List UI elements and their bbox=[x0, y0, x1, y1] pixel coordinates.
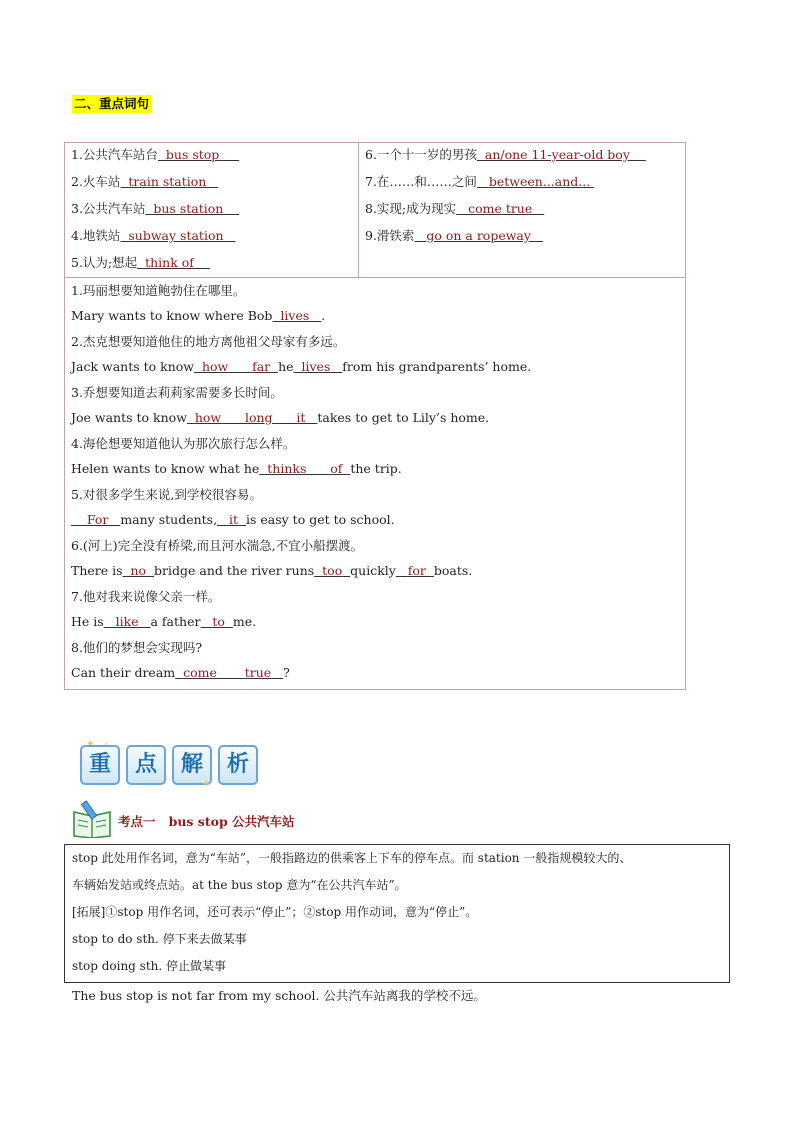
explanation-line: [拓展]①stop 用作名词，还可表示“停止”；②stop 用作动词，意为“停止”。 bbox=[72, 905, 478, 919]
vocab-column-left bbox=[65, 143, 359, 277]
sentence-cn: 1.玛丽想要知道鲍勃住在哪里。 bbox=[71, 283, 246, 298]
vocab-item: 5.认为;想起 think of bbox=[71, 255, 194, 270]
vocab-item: 7.在……和……之间 between...and... bbox=[365, 174, 591, 189]
banner-tile: 重 bbox=[80, 745, 120, 785]
sentence-cn: 7.他对我来说像父亲一样。 bbox=[71, 589, 221, 604]
banner-tile: 析 bbox=[218, 745, 258, 785]
vocab-item: 4.地铁站 subway station bbox=[71, 228, 224, 243]
vocab-table bbox=[64, 142, 686, 278]
vocab-item: 3.公共汽车站 bus station bbox=[71, 201, 224, 216]
vocab-item: 9.滑铁索 go on a ropeway bbox=[365, 228, 531, 243]
sentence-en: For many students, it is easy to get to school. bbox=[86, 512, 395, 527]
explanation-line: stop to do sth. 停下来去做某事 bbox=[72, 932, 247, 946]
explanation-line: stop 此处用作名词，意为“车站”，一般指路边的供乘客上下车的停车点。而 station 一般指规模较大的、 bbox=[72, 851, 632, 865]
sentence-cn: 3.乔想要知道去莉莉家需要多长时间。 bbox=[71, 385, 283, 400]
section-title: 二、重点词句 bbox=[74, 96, 150, 111]
sentence-cn: 8.他们的梦想会实现吗? bbox=[71, 640, 203, 655]
banner-tile: 解 bbox=[172, 745, 212, 785]
sentence-cn: 6.(河上)完全没有桥梁,而且河水湍急,不宜小船摆渡。 bbox=[71, 538, 364, 553]
key-point-title: 考点一 bus stop 公共汽车站 bbox=[118, 814, 295, 829]
banner-tile: 点 bbox=[126, 745, 166, 785]
book-pencil-icon bbox=[72, 800, 112, 838]
sentence-cn: 4.海伦想要知道他认为那次旅行怎么样。 bbox=[71, 436, 296, 451]
sentence-en: Mary wants to know where Bob lives . bbox=[71, 308, 326, 323]
sentence-cn: 5.对很多学生来说,到学校很容易。 bbox=[71, 487, 262, 502]
sentence-en: Joe wants to know how long it takes to get to Lily’s home. bbox=[71, 410, 490, 425]
explanation-line: 车辆始发站或终点站。at the bus stop 意为“在公共汽车站”。 bbox=[72, 878, 407, 892]
explanation-box bbox=[64, 844, 730, 983]
sentence-table bbox=[64, 278, 686, 690]
sparkle-icon: ✦ bbox=[202, 779, 211, 790]
sentence-cn: 2.杰克想要知道他住的地方离他祖父母家有多远。 bbox=[71, 334, 346, 349]
vocab-column-right bbox=[359, 143, 685, 277]
explanation-line: stop doing sth. 停止做某事 bbox=[72, 959, 227, 973]
example-sentence: The bus stop is not far from my school. 公共汽车站离我的学校不远。 bbox=[72, 988, 486, 1003]
sentence-en: Jack wants to know how far he lives from his grandparents’ home. bbox=[71, 359, 532, 374]
vocab-item: 8.实现;成为现实 come true bbox=[365, 201, 533, 216]
sentence-en: There is no bridge and the river runs too quickly for boats. bbox=[71, 563, 473, 578]
sentence-en: He is like a father to me. bbox=[71, 614, 257, 629]
sentence-en: Helen wants to know what he thinks of the trip. bbox=[71, 461, 402, 476]
vocab-item: 1.公共汽车站台 bus stop bbox=[71, 147, 220, 162]
vocab-item: 6.一个十一岁的男孩 an/one 11-year-old boy bbox=[365, 147, 630, 162]
sentence-en: Can their dream come true ? bbox=[71, 665, 290, 680]
vocab-item: 2.火车站 train station bbox=[71, 174, 207, 189]
